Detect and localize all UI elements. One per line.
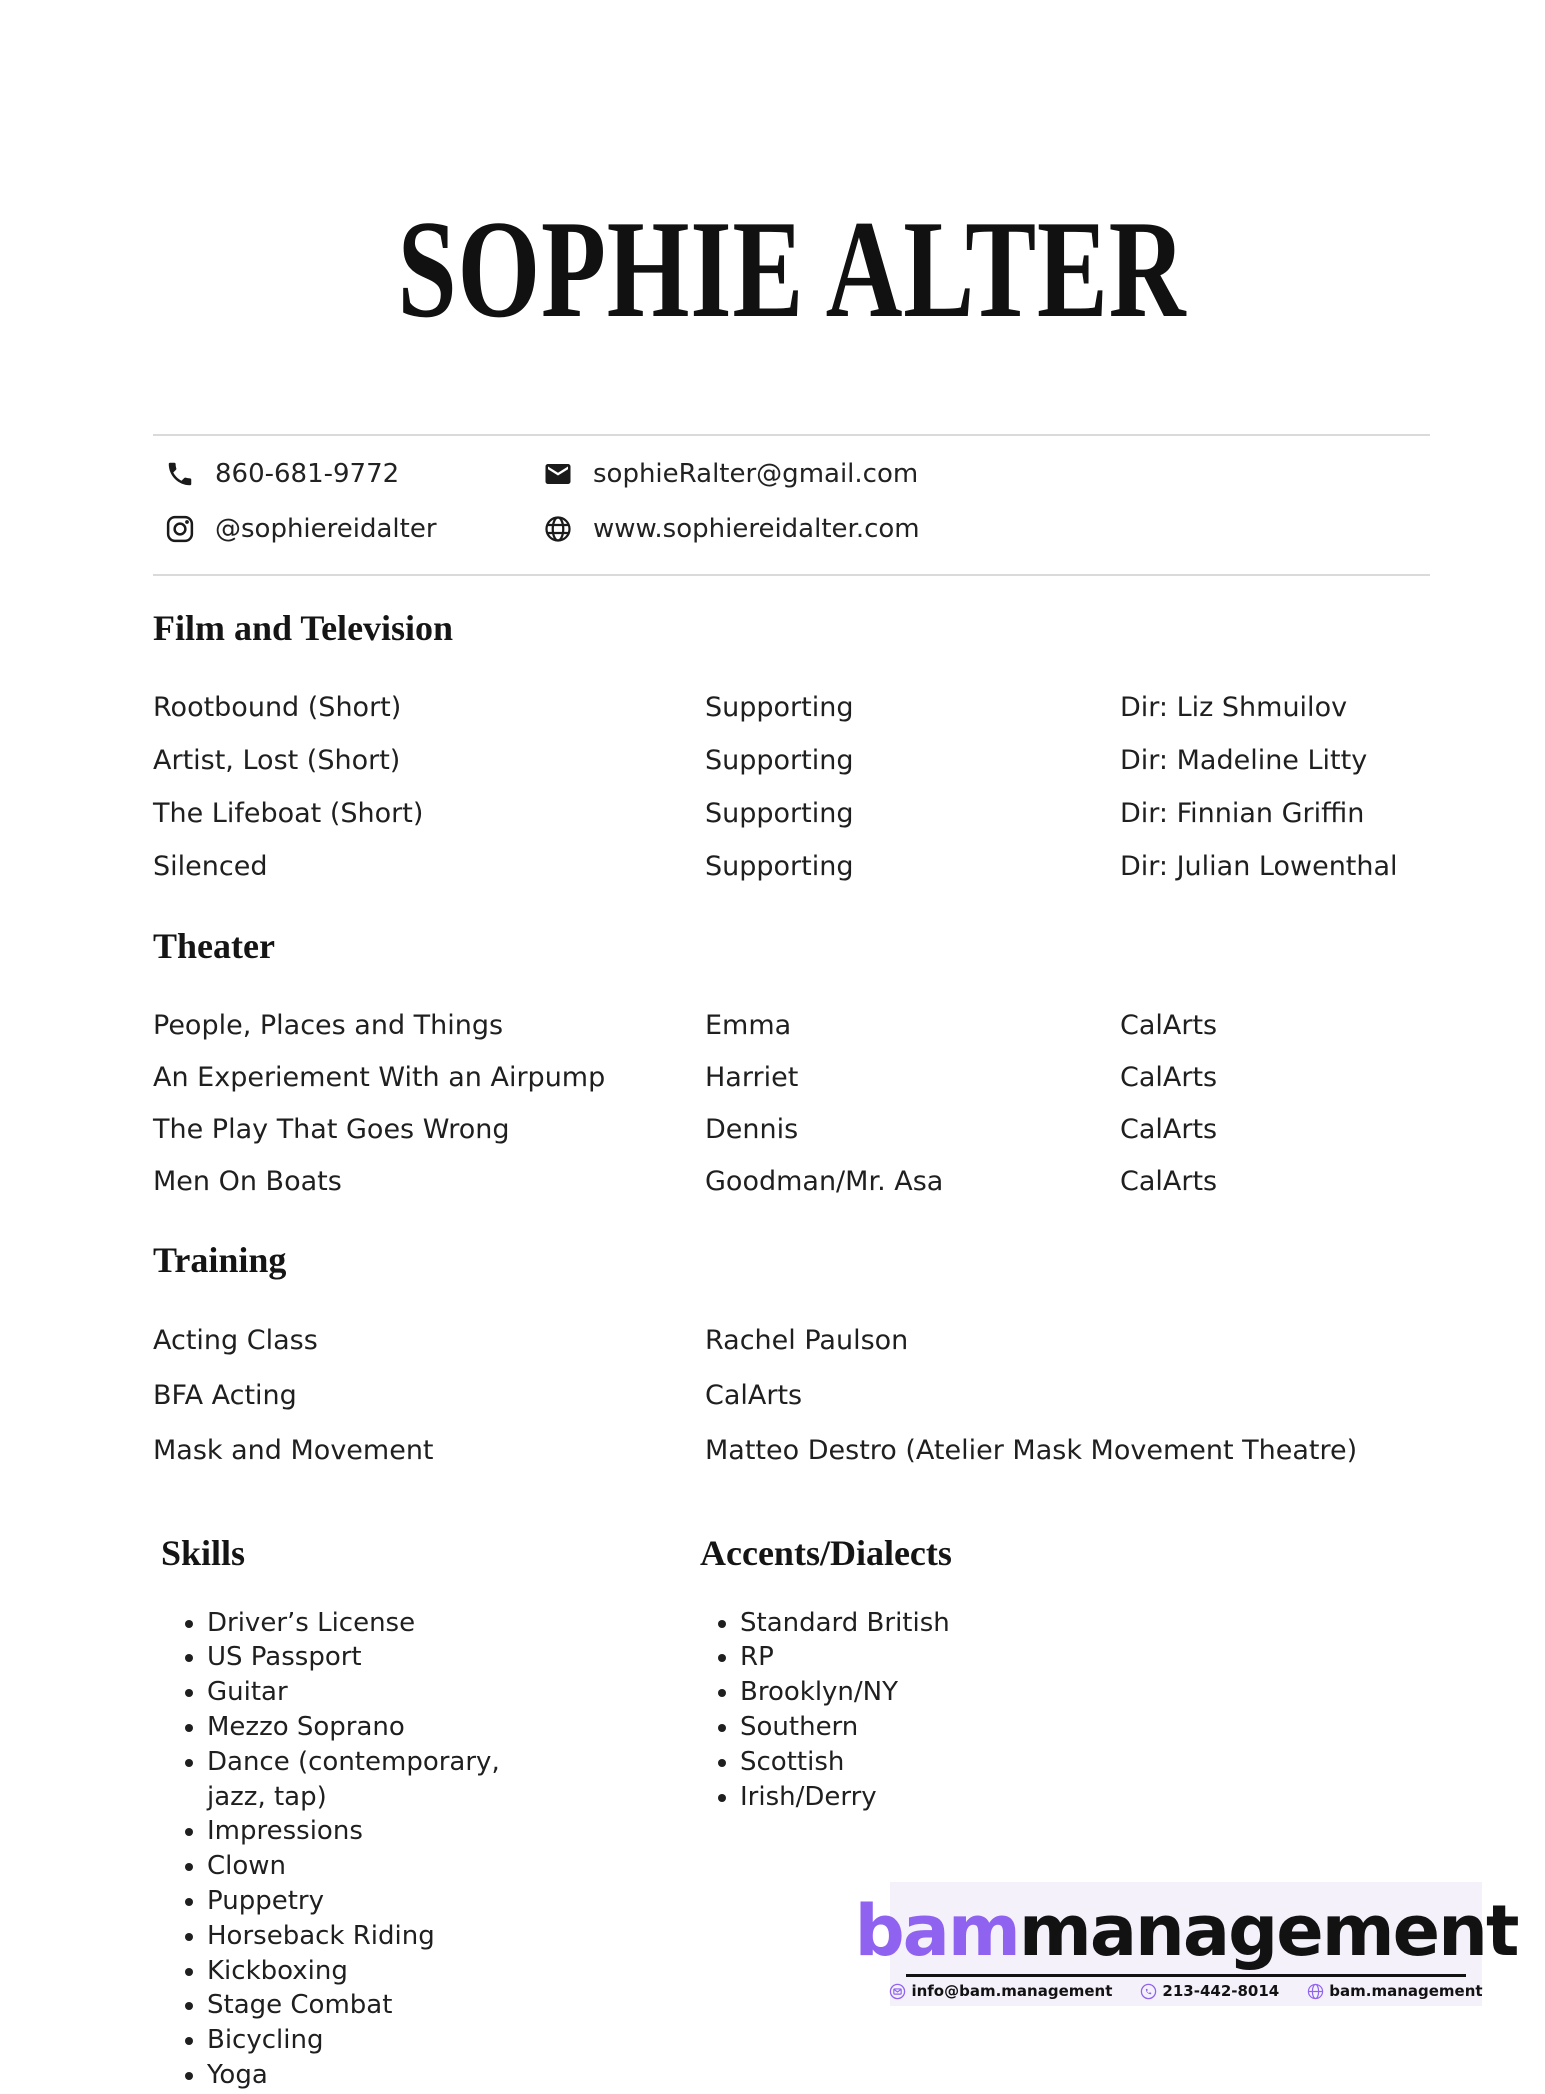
production-title: Artist, Lost (Short)	[153, 745, 401, 777]
production-title: An Experiement With an Airpump	[153, 1061, 606, 1093]
director: Dir: Liz Shmuilov	[1120, 692, 1348, 724]
venue: CalArts	[1120, 1061, 1218, 1093]
accent-item: • Scottish	[740, 1745, 1085, 1780]
instagram-icon	[165, 514, 195, 544]
agency-contact-row	[890, 1977, 1482, 2006]
agency-email: info@bam.management	[889, 1982, 1112, 2000]
section-heading: Accents/Dialects	[700, 1532, 952, 1573]
role: Goodman/Mr. Asa	[705, 1165, 944, 1197]
skill-item: • US Passport	[207, 1640, 552, 1675]
skill-item: • Mezzo Soprano	[207, 1710, 552, 1745]
globe-circle-icon	[1307, 1983, 1324, 2000]
production-title: People, Places and Things	[153, 1009, 504, 1041]
contact-block	[153, 436, 1430, 574]
skill-item: • Clown	[207, 1849, 552, 1884]
skill-item: • Dance (contemporary, jazz, tap)	[207, 1745, 552, 1815]
role: Emma	[705, 1009, 792, 1041]
training-detail: Rachel Paulson	[705, 1324, 909, 1356]
contact-website	[543, 507, 1418, 552]
role: Dennis	[705, 1113, 799, 1145]
accent-item: • RP	[740, 1640, 1085, 1675]
training-table	[153, 1313, 1430, 1478]
production-title: Rootbound (Short)	[153, 692, 402, 724]
skill-item: • Yoga	[207, 2058, 552, 2093]
production-title: Silenced	[153, 851, 268, 883]
agency-logo	[854, 1882, 1518, 1974]
skill-item: • Puppetry	[207, 1884, 552, 1919]
agency-social: bam.management	[1307, 1982, 1482, 2000]
skill-item: • Horseback Riding	[207, 1919, 552, 1954]
accent-item: • Brooklyn/NY	[740, 1675, 1085, 1710]
website-url: www.sophiereidalter.com	[593, 514, 920, 545]
section-training	[153, 1237, 1430, 1478]
contact-phone	[165, 452, 543, 497]
role: Supporting	[705, 851, 854, 883]
role: Supporting	[705, 745, 854, 777]
venue: CalArts	[1120, 1165, 1218, 1197]
accent-item: • Standard British	[740, 1606, 1085, 1641]
skill-item: • Bicycling	[207, 2023, 552, 2058]
venue: CalArts	[1120, 1113, 1218, 1145]
training-detail: CalArts	[705, 1379, 803, 1411]
production-title: The Lifeboat (Short)	[153, 798, 424, 830]
contact-instagram	[165, 507, 543, 552]
section-heading: Skills	[161, 1532, 246, 1573]
production-title: The Play That Goes Wrong	[153, 1113, 510, 1145]
skill-item: • Impressions	[207, 1814, 552, 1849]
training-title: Acting Class	[153, 1324, 318, 1356]
skill-item: • Kickboxing	[207, 1954, 552, 1989]
email-icon	[543, 459, 573, 489]
director: Dir: Julian Lowenthal	[1120, 851, 1398, 883]
training-title: BFA Acting	[153, 1379, 297, 1411]
instagram-handle: @sophiereidalter	[215, 514, 437, 545]
agency-logo-bam: bam	[854, 1889, 1019, 1972]
film-credits-table	[153, 681, 1430, 893]
phone-number: 860-681-9772	[215, 459, 400, 490]
agency-logo-box	[854, 1882, 1518, 2006]
accent-item: • Irish/Derry	[740, 1780, 1085, 1815]
section-heading: Film and Television	[153, 608, 454, 649]
divider-bottom	[153, 574, 1430, 576]
training-title: Mask and Movement	[153, 1434, 434, 1466]
page-title: SOPHIE ALTER	[397, 191, 1186, 347]
role: Supporting	[705, 692, 854, 724]
section-heading: Theater	[153, 926, 275, 967]
skills-list	[161, 1606, 700, 2093]
contact-email	[543, 452, 1418, 497]
accents-list	[700, 1606, 1430, 1815]
section-heading: Training	[153, 1239, 287, 1280]
skill-item: • Stage Combat	[207, 1988, 552, 2023]
phone-circle-icon	[1140, 1983, 1157, 2000]
theater-credits-table	[153, 999, 1430, 1207]
resume-page	[0, 94, 1545, 2094]
venue: CalArts	[1120, 1009, 1218, 1041]
agency-phone: 213-442-8014	[1140, 1982, 1279, 2000]
section-theater	[153, 923, 1430, 1207]
email-address: sophieRalter@gmail.com	[593, 459, 919, 490]
globe-icon	[543, 514, 573, 544]
role: Harriet	[705, 1061, 799, 1093]
director: Dir: Madeline Litty	[1120, 745, 1368, 777]
agency-logo-management: management	[1018, 1889, 1518, 1972]
mail-circle-icon	[889, 1983, 906, 2000]
training-detail: Matteo Destro (Atelier Mask Movement Theatre)	[705, 1434, 1358, 1466]
phone-icon	[165, 459, 195, 489]
skill-item: • Guitar	[207, 1675, 552, 1710]
director: Dir: Finnian Griffin	[1120, 798, 1365, 830]
role: Supporting	[705, 798, 854, 830]
accent-item: • Southern	[740, 1710, 1085, 1745]
section-film-and-television	[153, 605, 1430, 893]
production-title: Men On Boats	[153, 1165, 342, 1197]
section-skills	[153, 1500, 700, 2093]
skill-item: • Driver’s License	[207, 1606, 552, 1641]
